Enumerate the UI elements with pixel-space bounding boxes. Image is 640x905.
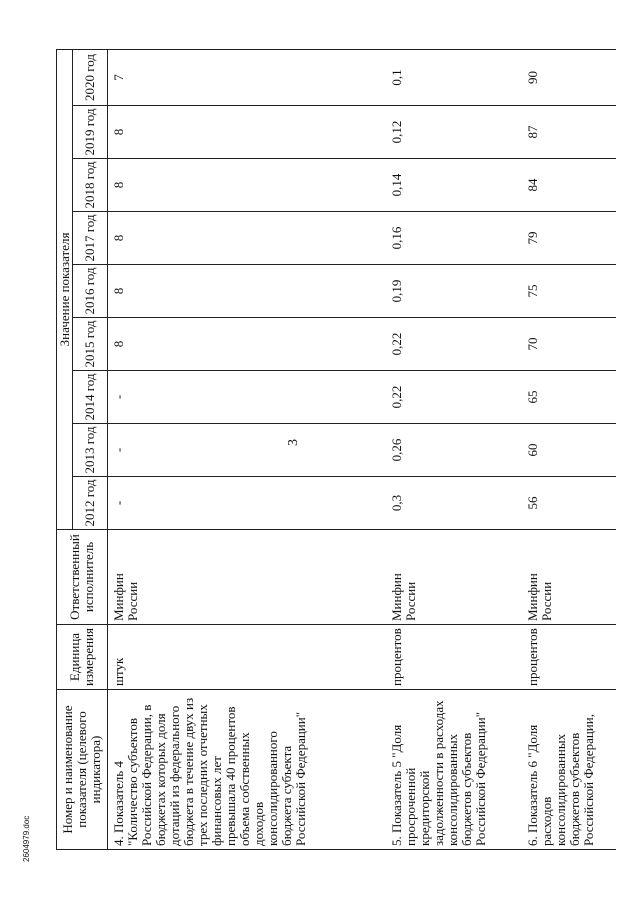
indicator-value: 60 [522,424,616,477]
header-year: 2020 год [73,49,108,105]
indicator-value: 84 [522,159,616,212]
indicator-value: 87 [522,106,616,159]
indicator-value: 0,26 [386,424,522,477]
indicator-responsible: Минфин России [386,530,522,625]
header-year: 2014 год [73,371,108,424]
header-year: 2015 год [73,318,108,371]
indicator-value: 0,19 [386,265,522,318]
indicator-value: 8 [108,106,387,159]
indicator-unit: процентов [386,625,522,690]
indicator-name: 4. Показатель 4 "Количество субъектов Российской Федерации, в бюджетах которых доля дотаций из федерального бюджета в течение двух из трех последних отчетных финансовых лет превышала 40 процентов объема собственных доходов консолидированного бюджета субъекта Российской Федерации" [108,690,387,850]
header-values-group: Значение показателя [57,49,73,529]
indicator-value: 0,3 [386,477,522,530]
indicator-value: 0,22 [386,318,522,371]
indicator-value: 7 [108,49,387,105]
indicator-value: 90 [522,49,616,105]
indicator-unit: штук [108,625,387,690]
header-year: 2019 год [73,106,108,159]
indicator-value: - [108,424,387,477]
indicator-value: 0,14 [386,159,522,212]
header-year: 2016 год [73,265,108,318]
indicator-value: 8 [108,159,387,212]
indicator-value: - [108,477,387,530]
indicator-name: 6. Показатель 6 "Доля расходов консолидированных бюджетов субъектов Российской Федерации, [522,690,616,850]
indicator-value: 75 [522,265,616,318]
indicator-value: 79 [522,212,616,265]
header-unit: Единица измерения [57,625,108,690]
table-row [108,49,387,849]
header-year: 2018 год [73,159,108,212]
indicators-table [56,49,616,850]
table-row [522,49,616,849]
header-year: 2013 год [73,424,108,477]
page-number: 3 [286,439,301,446]
indicator-value: 56 [522,477,616,530]
indicator-value: 8 [108,318,387,371]
indicator-name: 5. Показатель 5 "Доля просроченной кредиторской задолженности в расходах консолидированных бюджетов субъектов Российской Федерации" [386,690,522,850]
indicator-value: 65 [522,371,616,424]
indicator-value: 0,22 [386,371,522,424]
indicator-value: 8 [108,212,387,265]
indicator-value: 0,16 [386,212,522,265]
indicator-unit: процентов [522,625,616,690]
header-responsible: Ответственный исполнитель [57,530,108,625]
indicator-value: 70 [522,318,616,371]
indicator-responsible: Минфин России [522,530,616,625]
table-row [386,49,522,849]
indicator-responsible: Минфин России [108,530,387,625]
header-year: 2017 год [73,212,108,265]
header-name: Номер и наименование показателя (целевого индикатора) [57,690,108,850]
header-year: 2012 год [73,477,108,530]
footer-filename: 2604979.doc [22,815,31,862]
indicator-value: 8 [108,265,387,318]
indicator-value: - [108,371,387,424]
indicator-value: 0,1 [386,49,522,105]
rotated-table-container [56,50,616,850]
indicator-value: 0,12 [386,106,522,159]
